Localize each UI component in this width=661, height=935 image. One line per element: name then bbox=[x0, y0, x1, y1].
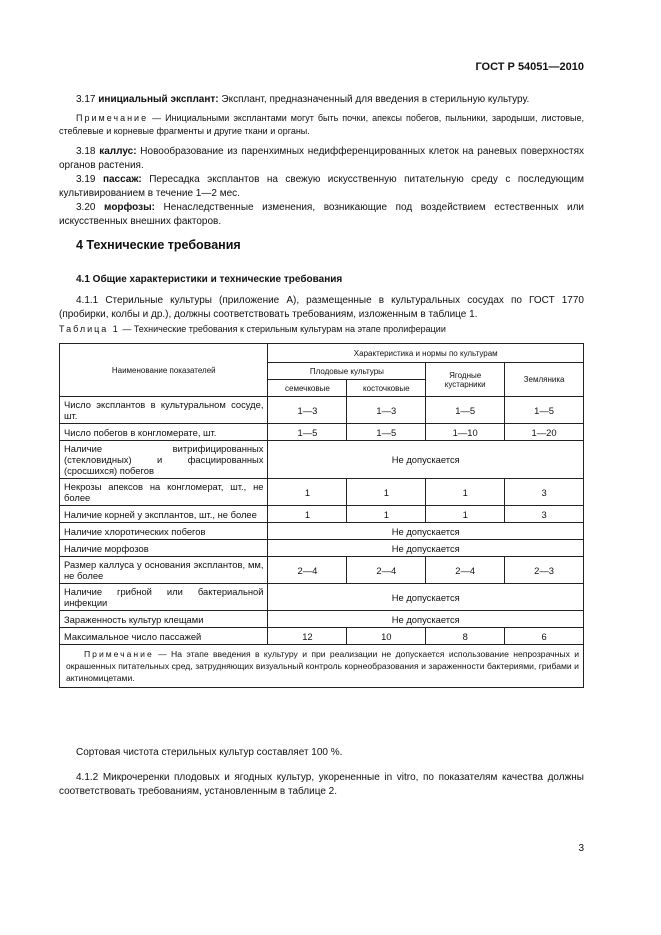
row-value: 1—20 bbox=[505, 424, 584, 441]
row-value: 1—5 bbox=[426, 397, 505, 424]
table-row bbox=[60, 479, 584, 506]
header-fruit-crops: Плодовые культуры bbox=[268, 363, 426, 380]
row-value-span: Не допускается bbox=[268, 441, 584, 479]
definition-3-18: 3.18 каллус: Новообразование из паренхимных недифференцированных клеток на раневых поверхностях органов растения. bbox=[59, 146, 585, 171]
row-value: 1 bbox=[268, 479, 347, 506]
row-value: 1 bbox=[426, 479, 505, 506]
row-value: 12 bbox=[268, 628, 347, 645]
header-stone: косточковые bbox=[347, 380, 426, 397]
row-value: 2—4 bbox=[426, 557, 505, 584]
row-value: 1—3 bbox=[268, 397, 347, 424]
row-value: 1—5 bbox=[505, 397, 584, 424]
table-caption: Таблица 1 — Технические требования к стерильным культурам на этапе пролиферации bbox=[59, 324, 446, 334]
row-value: 1—10 bbox=[426, 424, 505, 441]
row-indicator-name: Размер каллуса у основания эксплантов, мм, не более bbox=[60, 557, 268, 584]
table-note: Примечание — На этапе введения в культуру и при реализации не допускается использование непрозрачных и окрашенных питательных сред, затрудняющих визуальный контроль корнеобразования и зараженности бактериями, грибами и актиномицетами. bbox=[60, 645, 584, 688]
row-value: 3 bbox=[505, 479, 584, 506]
page-number: 3 bbox=[578, 843, 584, 854]
paragraph-4-1-1: 4.1.1 Стерильные культуры (приложение А), размещенные в культуральных сосудах по ГОСТ 1770 (пробирки, колбы и др.), должны соответствовать требованиям, изложенным в таблице 1. bbox=[59, 295, 584, 320]
row-indicator-name: Зараженность культур клещами bbox=[60, 611, 268, 628]
row-value: 6 bbox=[505, 628, 584, 645]
row-indicator-name: Наличие витрифицированных (стекловидных) и фасциированных (сросшихся) побегов bbox=[60, 441, 268, 479]
paragraph-4-1-2: 4.1.2 Микрочеренки плодовых и ягодных культур, укорененные in vitro, по показателям качества должны соответствовать требованиям, установленным в таблице 2. bbox=[59, 772, 584, 797]
header-berry-shrubs: Ягодные кустарники bbox=[426, 363, 505, 397]
row-value: 2—4 bbox=[268, 557, 347, 584]
row-indicator-name: Наличие грибной или бактериальной инфекции bbox=[60, 584, 268, 611]
row-value-span: Не допускается bbox=[268, 584, 584, 611]
header-indicator: Наименование показателей bbox=[60, 344, 268, 397]
row-value-span: Не допускается bbox=[268, 523, 584, 540]
header-strawberry: Земляника bbox=[505, 363, 584, 397]
row-value: 1—5 bbox=[347, 424, 426, 441]
row-indicator-name: Число эксплантов в культуральном сосуде, шт. bbox=[60, 397, 268, 424]
row-indicator-name: Наличие морфозов bbox=[60, 540, 268, 557]
header-pome: семечковые bbox=[268, 380, 347, 397]
row-value: 1 bbox=[268, 506, 347, 523]
row-value: 3 bbox=[505, 506, 584, 523]
definition-note: Примечание — Инициальными эксплантами могут быть почки, апексы побегов, пыльники, зародыши, листовые, стеблевые и корневые фрагменты и другие ткани и органы. bbox=[59, 113, 584, 136]
table-row bbox=[60, 540, 584, 557]
table-row bbox=[60, 628, 584, 645]
section-4-title: 4 Технические требования bbox=[76, 238, 241, 252]
header-characteristics: Характеристика и нормы по культурам bbox=[268, 344, 584, 363]
row-value: 8 bbox=[426, 628, 505, 645]
table-row bbox=[60, 424, 584, 441]
table-row bbox=[60, 441, 584, 479]
row-value: 1—3 bbox=[347, 397, 426, 424]
row-indicator-name: Наличие корней у эксплантов, шт., не более bbox=[60, 506, 268, 523]
table-row bbox=[60, 557, 584, 584]
definition-3-20: 3.20 морфозы: Ненаследственные изменения, возникающие под воздействием естественных или искусственных внешних факторов. bbox=[59, 202, 585, 227]
row-value: 1 bbox=[426, 506, 505, 523]
section-4-block bbox=[59, 238, 584, 322]
row-value: 1 bbox=[347, 479, 426, 506]
row-indicator-name: Число побегов в конгломерате, шт. bbox=[60, 424, 268, 441]
row-value-span: Не допускается bbox=[268, 540, 584, 557]
row-value: 10 bbox=[347, 628, 426, 645]
table-row bbox=[60, 584, 584, 611]
row-value-span: Не допускается bbox=[268, 611, 584, 628]
requirements-table bbox=[59, 343, 584, 688]
definitions-block bbox=[59, 93, 584, 229]
definition-3-17: 3.17 инициальный эксплант: Эксплант, предназначенный для введения в стерильную культуру. bbox=[76, 94, 530, 105]
row-value: 1—5 bbox=[268, 424, 347, 441]
definition-3-19: 3.19 пассаж: Пересадка эксплантов на свежую искусственную питательную среду с последующим культивированием в течение 1—2 мес. bbox=[59, 174, 584, 199]
row-indicator-name: Наличие хлоротических побегов bbox=[60, 523, 268, 540]
table-row bbox=[60, 611, 584, 628]
table-row bbox=[60, 397, 584, 424]
row-value: 2—3 bbox=[505, 557, 584, 584]
document-header: ГОСТ Р 54051—2010 bbox=[475, 61, 584, 73]
row-value: 1 bbox=[347, 506, 426, 523]
row-indicator-name: Некрозы апексов на конгломерат, шт., не более bbox=[60, 479, 268, 506]
row-indicator-name: Максимальное число пассажей bbox=[60, 628, 268, 645]
purity-statement: Сортовая чистота стерильных культур составляет 100 %. bbox=[76, 747, 343, 758]
section-4-1-title: 4.1 Общие характеристики и технические требования bbox=[76, 274, 343, 285]
table-row bbox=[60, 506, 584, 523]
table-row bbox=[60, 523, 584, 540]
row-value: 2—4 bbox=[347, 557, 426, 584]
